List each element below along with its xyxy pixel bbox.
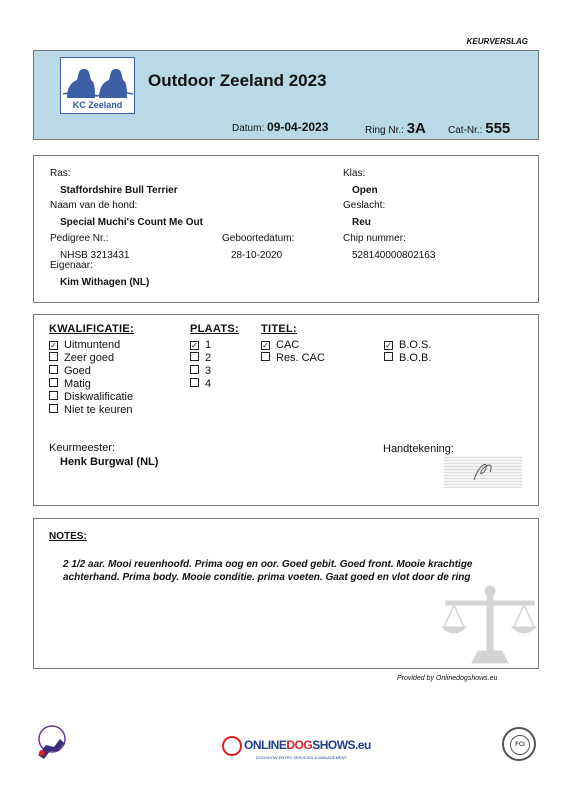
- signature-label: Handtekening:: [383, 443, 454, 455]
- best-list: [384, 339, 431, 365]
- name-value: Special Muchi's Count Me Out: [60, 217, 203, 228]
- place-header: PLAATS:: [190, 323, 239, 335]
- owner-value: Kim Withagen (NL): [60, 277, 150, 288]
- breed-value: Staffordshire Bull Terrier: [60, 185, 178, 196]
- owner-label: Eigenaar:: [50, 260, 93, 271]
- checkbox-checked-icon: ✓: [191, 341, 198, 350]
- ring-label: Ring Nr.:: [365, 125, 404, 136]
- qual-option[interactable]: Matig: [49, 378, 133, 391]
- paw-circle-icon: [222, 736, 242, 756]
- judge-label: Keurmeester:: [49, 442, 116, 454]
- title-option[interactable]: ✓ CAC: [262, 339, 300, 351]
- checkbox-checked-icon: ✓: [385, 341, 392, 350]
- ring-value: 3A: [406, 120, 426, 137]
- birthdate-label: Geboortedatum:: [222, 233, 295, 244]
- title-option[interactable]: Res. CAC: [261, 352, 325, 365]
- date-label: Datum:: [232, 123, 265, 134]
- show-title: Outdoor Zeeland 2023: [148, 71, 327, 90]
- birthdate-value: 28-10-2020: [231, 250, 283, 261]
- judge-value: Henk Burgwal (NL): [60, 456, 159, 468]
- dogs-icon: [61, 60, 134, 100]
- pedigree-value: NHSB 3213431: [60, 250, 130, 261]
- club-logo: [60, 57, 135, 114]
- scales-of-justice-icon: [440, 585, 538, 667]
- chip-label: Chip nummer:: [343, 233, 406, 244]
- notes-title: NOTES:: [49, 531, 87, 542]
- place-option[interactable]: 2: [190, 352, 211, 365]
- qual-option[interactable]: Diskwalificatie: [49, 391, 133, 404]
- sex-label: Geslacht:: [343, 200, 386, 211]
- qual-option[interactable]: Goed: [49, 365, 133, 378]
- onlinedogshows-logo: ONLINEDOGSHOWS.eu DOGSHOW ENTRY SERVICES & MANAGEMENT: [222, 736, 352, 762]
- best-option[interactable]: ✓ B.O.S.: [385, 339, 432, 351]
- logo-text: KC Zeeland: [72, 100, 123, 110]
- provided-by: Provided by Onlinedogshows.eu: [397, 675, 498, 682]
- place-option[interactable]: 4: [190, 378, 211, 391]
- checkbox-icon: [190, 352, 199, 361]
- document-type: KEURVERSLAG: [466, 37, 528, 46]
- checkbox-icon: [49, 352, 58, 361]
- place-option[interactable]: ✓ 1: [191, 339, 212, 351]
- signature-image: [444, 456, 522, 488]
- pedigree-label: Pedigree Nr.:: [50, 233, 109, 244]
- class-value: Open: [352, 185, 378, 196]
- fci-logo: FCI: [502, 727, 536, 761]
- checkbox-icon: [49, 378, 58, 387]
- checkbox-icon: [384, 352, 393, 361]
- place-option[interactable]: 3: [190, 365, 211, 378]
- qualification-header: KWALIFICATIE:: [49, 323, 134, 335]
- checkbox-icon: [49, 391, 58, 400]
- signature-icon: [444, 456, 522, 488]
- qualification-list: [49, 339, 133, 417]
- running-dog-icon: [30, 725, 70, 763]
- notes-text: 2 1/2 aar. Mooi reuenhoofd. Prima oog en oor. Goed gebit. Goed front. Mooie krachtige achterhand. Prima body. Mooie conditie. prima voeten. Gaat goed en vlot door de ring: [63, 559, 473, 583]
- qual-option[interactable]: Zeer goed: [49, 352, 133, 365]
- checkbox-checked-icon: ✓: [50, 341, 57, 350]
- date-value: 09-04-2023: [267, 120, 329, 134]
- checkbox-icon: [49, 365, 58, 374]
- sex-value: Reu: [352, 217, 371, 228]
- qual-option[interactable]: ✓ Uitmuntend: [50, 339, 121, 351]
- qual-option[interactable]: Niet te keuren: [49, 404, 133, 417]
- brand-subtitle: DOGSHOW ENTRY SERVICES & MANAGEMENT: [256, 755, 347, 760]
- ring-row: [365, 120, 426, 137]
- best-option[interactable]: B.O.B.: [384, 352, 431, 365]
- place-list: [190, 339, 211, 391]
- breed-label: Ras:: [50, 168, 71, 179]
- checkbox-icon: [49, 404, 58, 413]
- name-label: Naam van de hond:: [50, 200, 138, 211]
- title-header: TITEL:: [261, 323, 298, 335]
- cat-value: 555: [485, 120, 511, 137]
- checkbox-icon: [261, 352, 270, 361]
- cat-row: [448, 120, 510, 137]
- checkbox-icon: [190, 365, 199, 374]
- checkbox-icon: [190, 378, 199, 387]
- title-list: [261, 339, 325, 365]
- cat-label: Cat-Nr.:: [448, 125, 483, 136]
- date-row: [232, 120, 328, 134]
- chip-value: 528140000802163: [352, 250, 436, 261]
- checkbox-checked-icon: ✓: [262, 341, 269, 350]
- class-label: Klas:: [343, 168, 366, 179]
